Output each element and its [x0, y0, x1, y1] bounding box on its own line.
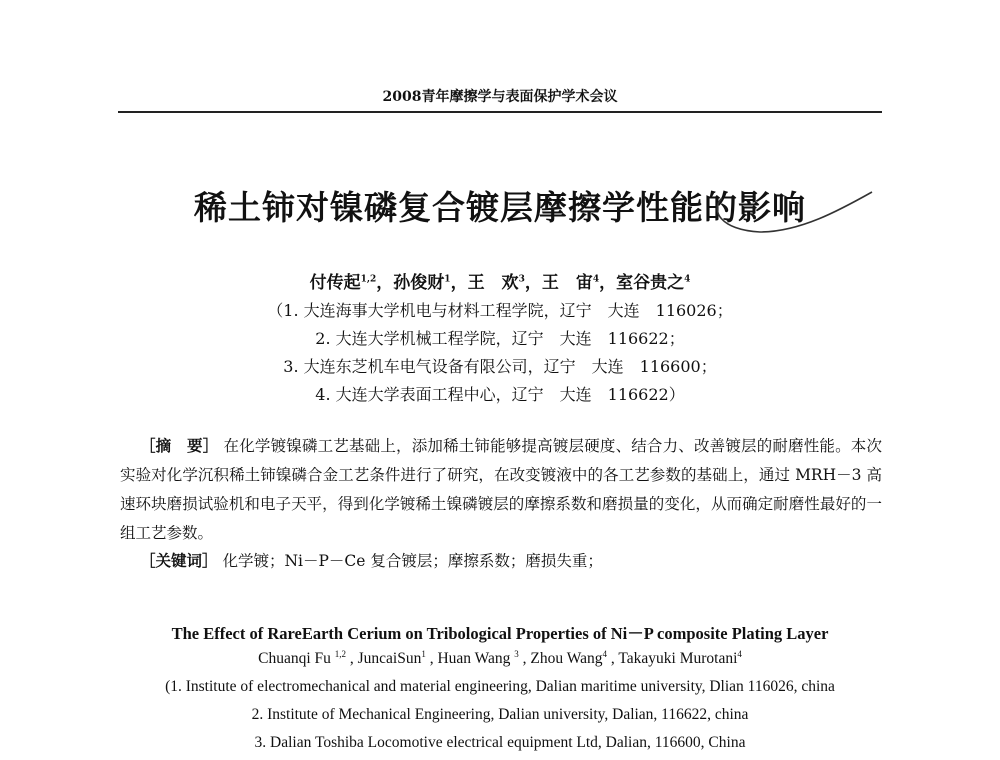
author-name: 室谷贵之 — [616, 273, 685, 293]
separator: , — [518, 650, 531, 668]
separator: , — [346, 650, 358, 668]
header-rule — [118, 111, 882, 113]
paper-title: 稀土铈对镍磷复合镀层摩擦学性能的影响 — [194, 188, 806, 227]
author-affiliation-mark: 1,2 — [334, 649, 347, 659]
affiliation-cn-4: 4. 大连大学表面工程中心，辽宁 大连 116622） — [315, 385, 685, 404]
running-head: 2008青年摩擦学与表面保护学术会议 — [382, 89, 618, 105]
keywords — [140, 549, 603, 571]
authors-cn — [0, 268, 1000, 293]
author-affiliation-mark: 4 — [602, 649, 608, 659]
abstract — [120, 432, 882, 548]
separator: ， — [450, 273, 468, 293]
separator: , — [607, 650, 619, 668]
author-affiliation-mark: 4 — [684, 274, 691, 285]
author-name: 王 宙 — [541, 273, 593, 293]
separator: ， — [599, 273, 617, 293]
author-name: Huan Wang — [437, 650, 515, 668]
author-affiliation-mark: 3 — [518, 274, 525, 285]
author-affiliation-mark: 1 — [444, 274, 451, 285]
english-affiliation-2: 2. Institute of Mechanical Engineering, Dalian university, Dalian, 116622, china — [251, 706, 749, 723]
author-affiliation-mark: 1,2 — [360, 274, 377, 285]
abstract-text: 在化学镀镍磷工艺基础上，添加稀土铈能够提高镀层硬度、结合力、改善镀层的耐磨性能。本次实验对化学沉积稀土铈镍磷合金工艺条件进行了研究，在改变镀液中的各工艺参数的基础上，通过 MRH－3 高速环块磨损试验机和电子天平，得到化学镀稀土镍磷镀层的摩擦系数和磨损量的变化，从而确定耐磨性最好的一组工艺参数。 — [120, 437, 882, 542]
author-name: JuncaiSun — [357, 650, 422, 668]
separator: ， — [524, 273, 542, 293]
english-affiliation-3: 3. Dalian Toshiba Locomotive electrical equipment Ltd, Dalian, 116600, China — [254, 734, 746, 751]
author-name: 付传起 — [309, 273, 361, 293]
english-authors — [0, 649, 1000, 668]
author-name: Zhou Wang — [530, 650, 603, 668]
affiliation-cn-2: 2. 大连大学机械工程学院，辽宁 大连 116622； — [315, 329, 685, 348]
separator: ， — [376, 273, 394, 293]
abstract-label: ［摘 要］ — [140, 437, 219, 455]
english-affiliation-1: (1. Institute of electromechanical and material engineering, Dalian maritime university, Dlian 116026, china — [165, 678, 835, 695]
affiliation-cn-1: （1. 大连海事大学机电与材料工程学院，辽宁 大连 116026； — [267, 301, 733, 320]
author-affiliation-mark: 3 — [514, 649, 519, 659]
author-name: 孙俊财 — [393, 273, 445, 293]
author-name: Takayuki Murotani — [618, 650, 738, 668]
english-title: The Effect of RareEarth Cerium on Tribological Properties of Ni－P composite Plating Layer — [171, 624, 829, 643]
affiliation-cn-3: 3. 大连东芝机车电气设备有限公司，辽宁 大连 116600； — [283, 357, 717, 376]
handwritten-mark — [700, 180, 880, 240]
author-name: 王 欢 — [467, 273, 519, 293]
author-affiliation-mark: 1 — [421, 649, 426, 659]
author-affiliation-mark: 4 — [737, 649, 742, 659]
author-affiliation-mark: 4 — [592, 274, 600, 285]
separator: , — [425, 650, 438, 668]
author-name: Chuanqi Fu — [258, 650, 335, 668]
keywords-label: ［关键词］ — [140, 552, 218, 570]
keywords-text: 化学镀；Ni－P－Ce 复合镀层；摩擦系数；磨损失重； — [222, 552, 603, 570]
